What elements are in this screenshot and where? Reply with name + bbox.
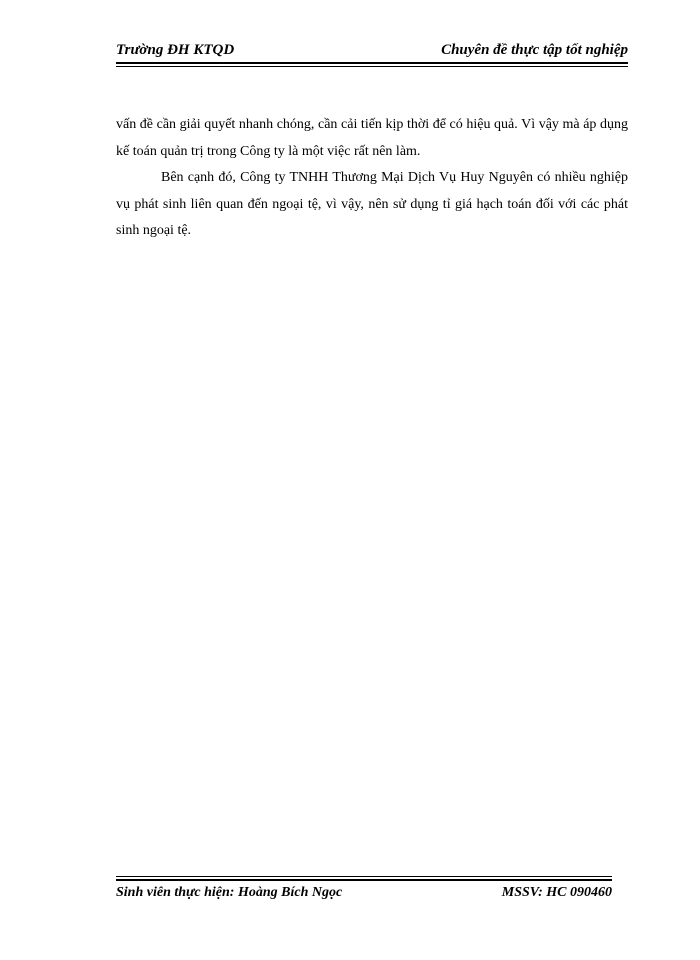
- body-text: [116, 112, 628, 245]
- header-school-name: Trường ĐH KTQD: [116, 42, 235, 58]
- header-rule-thick: [116, 62, 628, 64]
- page-footer: [116, 876, 612, 902]
- footer-rule-thin: [116, 876, 612, 877]
- footer-student-name: Sinh viên thực hiện: Hoàng Bích Ngọc: [116, 885, 343, 900]
- header-rule-thin: [116, 66, 628, 67]
- paragraph-2: Bên cạnh đó, Công ty TNHH Thương Mại Dịch Vụ Huy Nguyên có nhiều nghiệp vụ phát sinh liên quan đến ngoại tệ, vì vậy, nên sử dụng tỉ giá hạch toán đối với các phát sinh ngoại tệ.: [116, 170, 628, 238]
- header-document-title: Chuyên đề thực tập tốt nghiệp: [441, 42, 628, 58]
- page-header: [116, 40, 628, 66]
- footer-student-id: MSSV: HC 090460: [501, 885, 612, 900]
- footer-rule-thick: [116, 879, 612, 881]
- paragraph-1: vấn đề cần giải quyết nhanh chóng, cần cải tiến kịp thời để có hiệu quả. Vì vậy mà áp dụng kế toán quản trị trong Công ty là một việc rất nên làm.: [116, 117, 628, 159]
